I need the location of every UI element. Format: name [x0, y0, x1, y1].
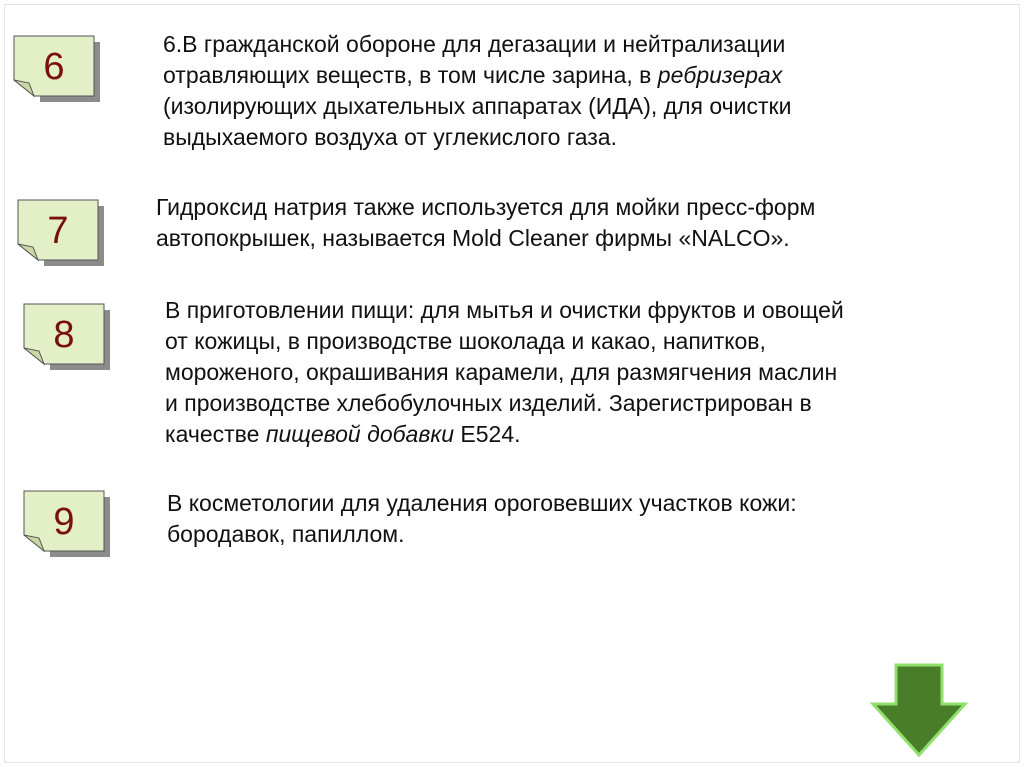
text-line: от кожицы, в производстве шоколада и какао, напитков,: [165, 328, 766, 354]
item-text-7: [156, 192, 815, 254]
text-line: автопокрышек, называется Mold Cleaner фирмы «NALCO».: [156, 225, 790, 251]
badge-number: 9: [53, 501, 75, 543]
number-badge-7: [18, 200, 104, 266]
italic-term: ребризерах: [657, 62, 783, 88]
arrow-down-icon: [870, 662, 968, 758]
text-line: выдыхаемого воздуха от углекислого газа.: [163, 124, 617, 150]
next-slide-button[interactable]: [870, 662, 968, 758]
text-line: (изолирующих дыхательных аппаратах (ИДА), для очистки: [163, 93, 792, 119]
number-badge-8: [24, 304, 110, 370]
item-text-6: [163, 29, 791, 153]
badge-number: 8: [53, 314, 75, 356]
text-line: В косметологии для удаления ороговевших участков кожи:: [167, 490, 797, 516]
text-line: и производстве хлебобулочных изделий. Зарегистрирован в: [165, 390, 812, 416]
text-line: Гидроксид натрия также используется для мойки пресс-форм: [156, 194, 816, 220]
text-line: бородавок, папиллом.: [167, 521, 405, 547]
number-badge-6: [14, 36, 100, 102]
item-text-9: [167, 488, 797, 550]
text-line: мороженого, окрашивания карамели, для размягчения маслин: [165, 359, 838, 385]
text-line: качестве пищевой добавки Е524.: [165, 421, 521, 447]
text-line: 6.В гражданской обороне для дегазации и нейтрализации: [163, 31, 786, 57]
text-line: отравляющих веществ, в том числе зарина, в ребризерах: [163, 62, 783, 88]
number-badge-9: [24, 491, 110, 557]
text-line: В приготовлении пищи: для мытья и очистки фруктов и овощей: [165, 297, 844, 323]
badge-number: 7: [47, 210, 69, 252]
italic-term: пищевой добавки: [265, 421, 454, 447]
badge-number: 6: [43, 46, 65, 88]
item-text-8: [165, 295, 844, 450]
